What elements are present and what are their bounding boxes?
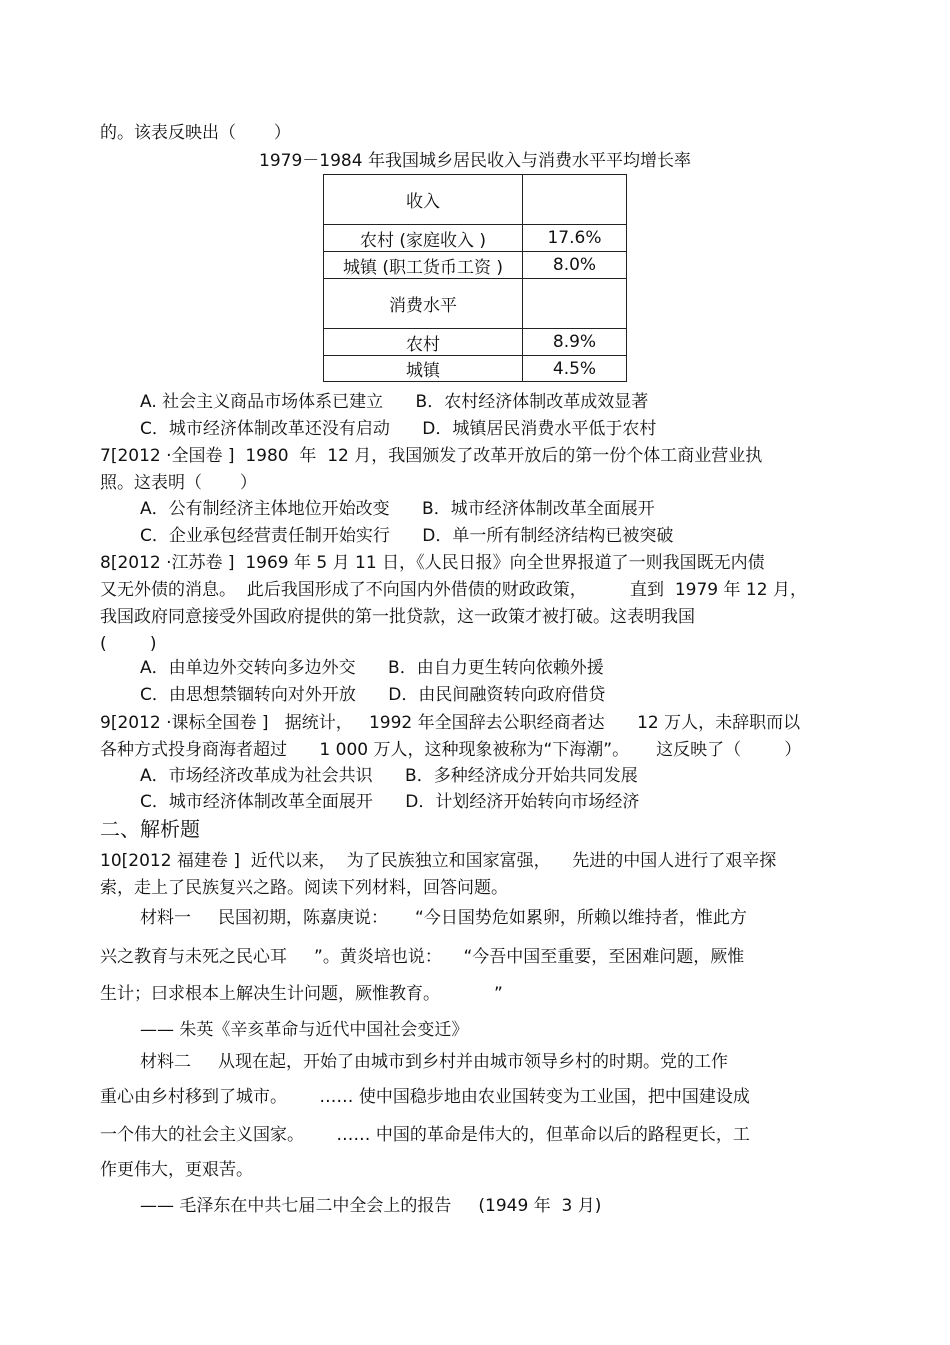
question-7-options-cd: C．企业承包经营责任制开始实行 D．单一所有制经济结构已被突破 [140, 526, 674, 546]
section-heading: 二、解析题 [100, 817, 200, 841]
table-row [324, 225, 627, 252]
table-cell-value: 17.6% [523, 225, 627, 252]
material-1-source: —— 朱英《辛亥革命与近代中国社会变迁》 [140, 1020, 469, 1040]
question-8-stem: 我国政府同意接受外国政府提供的第一批贷款，这一政策才被打破。这表明我国 [100, 607, 695, 627]
table-cell-label: 农村 (家庭收入 ) [324, 225, 523, 252]
table-cell-value: 4.5% [523, 356, 627, 382]
question-10-stem: 索，走上了民族复兴之路。阅读下列材料，回答问题。 [100, 878, 508, 898]
table-cell-value [523, 175, 627, 225]
question-6-stem-tail: 的。该表反映出（ ） [100, 123, 291, 143]
material-2-text: 作更伟大，更艰苦。 [100, 1160, 253, 1180]
question-7-stem: 7[2012 ·全国卷 ] 1980 年 12 月，我国颁发了改革开放后的第一份个体工商业营业执 [100, 446, 763, 466]
table-row [324, 175, 627, 225]
material-1-text: 生计；曰求根本上解决生计问题，厥惟教育。 ” [100, 984, 503, 1004]
question-9-options-ab: A．市场经济改革成为社会共识 B．多种经济成分开始共同发展 [140, 766, 638, 786]
question-9-stem: 各种方式投身商海者超过 1 000 万人，这种现象被称为“下海潮”。 这反映了（ ） [100, 740, 802, 760]
question-7-stem: 照。这表明（ ） [100, 473, 257, 493]
question-8-stem: 8[2012 ·江苏卷 ] 1969 年 5 月 11 日，《人民日报》向全世界报道了一则我国既无内债 [100, 553, 765, 573]
material-2-text: 重心由乡村移到了城市。 …… 使中国稳步地由农业国转变为工业国，把中国建设成 [100, 1087, 750, 1107]
table-cell-label: 城镇 (职工货币工资 ) [324, 252, 523, 279]
material-2-text: 一个伟大的社会主义国家。 …… 中国的革命是伟大的，但革命以后的路程更长，工 [100, 1125, 750, 1145]
material-2-text: 材料二 从现在起，开始了由城市到乡村并由城市领导乡村的时期。党的工作 [140, 1052, 729, 1072]
table-row [324, 329, 627, 356]
table-cell-value: 8.0% [523, 252, 627, 279]
question-6-options-ab: A. 社会主义商品市场体系已建立 B．农村经济体制改革成效显著 [140, 392, 649, 412]
table-cell-label: 农村 [324, 329, 523, 356]
question-8-options-ab: A．由单边外交转向多边外交 B．由自力更生转向依赖外援 [140, 658, 604, 678]
table-row [324, 252, 627, 279]
question-8-answer-blank: ( ) [100, 634, 157, 654]
question-6-options-cd: C．城市经济体制改革还没有启动 D．城镇居民消费水平低于农村 [140, 419, 657, 439]
material-1-text: 材料一 民国初期，陈嘉庚说： “今日国势危如累卵，所赖以维持者，惟此方 [140, 908, 747, 928]
table-row [324, 356, 627, 382]
table-cell-label: 消费水平 [324, 279, 523, 329]
table-cell-label: 收入 [324, 175, 523, 225]
question-8-options-cd: C．由思想禁锢转向对外开放 D．由民间融资转向政府借贷 [140, 685, 606, 705]
question-7-options-ab: A．公有制经济主体地位开始改变 B．城市经济体制改革全面展开 [140, 499, 655, 519]
table-cell-value [523, 279, 627, 329]
table-cell-value: 8.9% [523, 329, 627, 356]
material-2-source: —— 毛泽东在中共七届二中全会上的报告 (1949 年 3 月) [140, 1196, 602, 1216]
question-8-stem: 又无外债的消息。 此后我国形成了不向国内外借债的财政政策， 直到 1979 年 12 月， [100, 580, 807, 600]
question-10-stem: 10[2012 福建卷 ] 近代以来， 为了民族独立和国家富强， 先进的中国人进行了艰辛探 [100, 851, 777, 871]
table-cell-label: 城镇 [324, 356, 523, 382]
growth-rate-table [323, 174, 627, 382]
question-9-stem: 9[2012 ·课标全国卷 ] 据统计， 1992 年全国辞去公职经商者达 12 万人，未辞职而以 [100, 713, 801, 733]
question-9-options-cd: C．城市经济体制改革全面展开 D．计划经济开始转向市场经济 [140, 792, 640, 812]
table-caption: 1979－1984 年我国城乡居民收入与消费水平平均增长率 [259, 151, 691, 171]
material-1-text: 兴之教育与未死之民心耳 ”。黄炎培也说： “今吾中国至重要，至困难问题，厥惟 [100, 947, 745, 967]
table-row [324, 279, 627, 329]
